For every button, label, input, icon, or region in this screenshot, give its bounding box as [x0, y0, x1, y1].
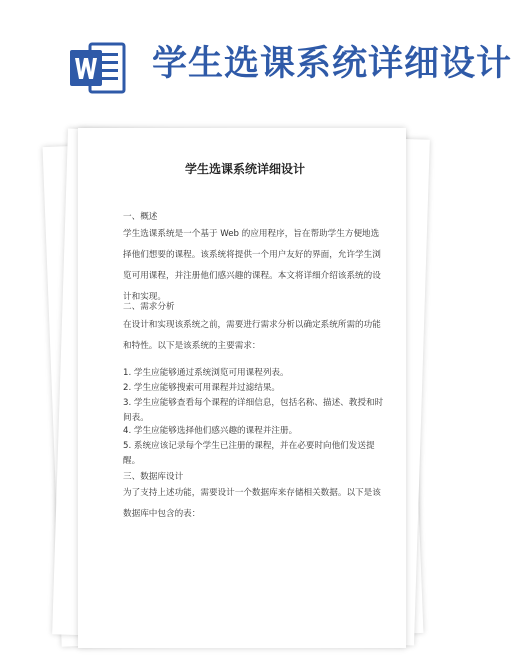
section-heading-requirements: 二、需求分析	[123, 302, 175, 312]
requirement-item: 5. 系统应该记录每个学生已注册的课程，并在必要时向他们发送提醒。	[123, 441, 375, 466]
requirement-item: 1. 学生应能够通过系统浏览可用课程列表。	[123, 368, 289, 378]
requirement-item: 2. 学生应能够搜索可用课程并过滤结果。	[123, 383, 281, 393]
header-banner	[0, 0, 512, 120]
document-title: 学生选课系统详细设计	[184, 162, 305, 176]
database-paragraph: 为了支持上述功能，需要设计一个数据库来存储相关数据。以下是该数据库中包含的表：	[123, 488, 381, 519]
section-heading-overview: 一、概述	[123, 212, 158, 222]
requirement-item: 3. 学生应能够查看每个课程的详细信息，包括名称、描述、教授和时间表。	[123, 398, 384, 423]
word-app-icon	[66, 36, 130, 100]
requirements-paragraph: 在设计和实现该系统之前，需要进行需求分析以确定系统所需的功能和特性。以下是该系统的主要需求：	[123, 320, 381, 351]
document-page	[100, 128, 390, 648]
overview-paragraph: 学生选课系统是一个基于 Web 的应用程序，旨在帮助学生方便地选择他们想要的课程。该系统将提供一个用户友好的界面，允许学生浏览可用课程，并注册他们感兴趣的课程。本文将详细介绍该系统的设计和实现。	[123, 229, 381, 302]
banner-title: 学生选课系统详细设计	[152, 44, 512, 84]
section-heading-database: 三、数据库设计	[123, 472, 184, 482]
requirement-item: 4. 学生应能够选择他们感兴趣的课程并注册。	[123, 426, 298, 436]
